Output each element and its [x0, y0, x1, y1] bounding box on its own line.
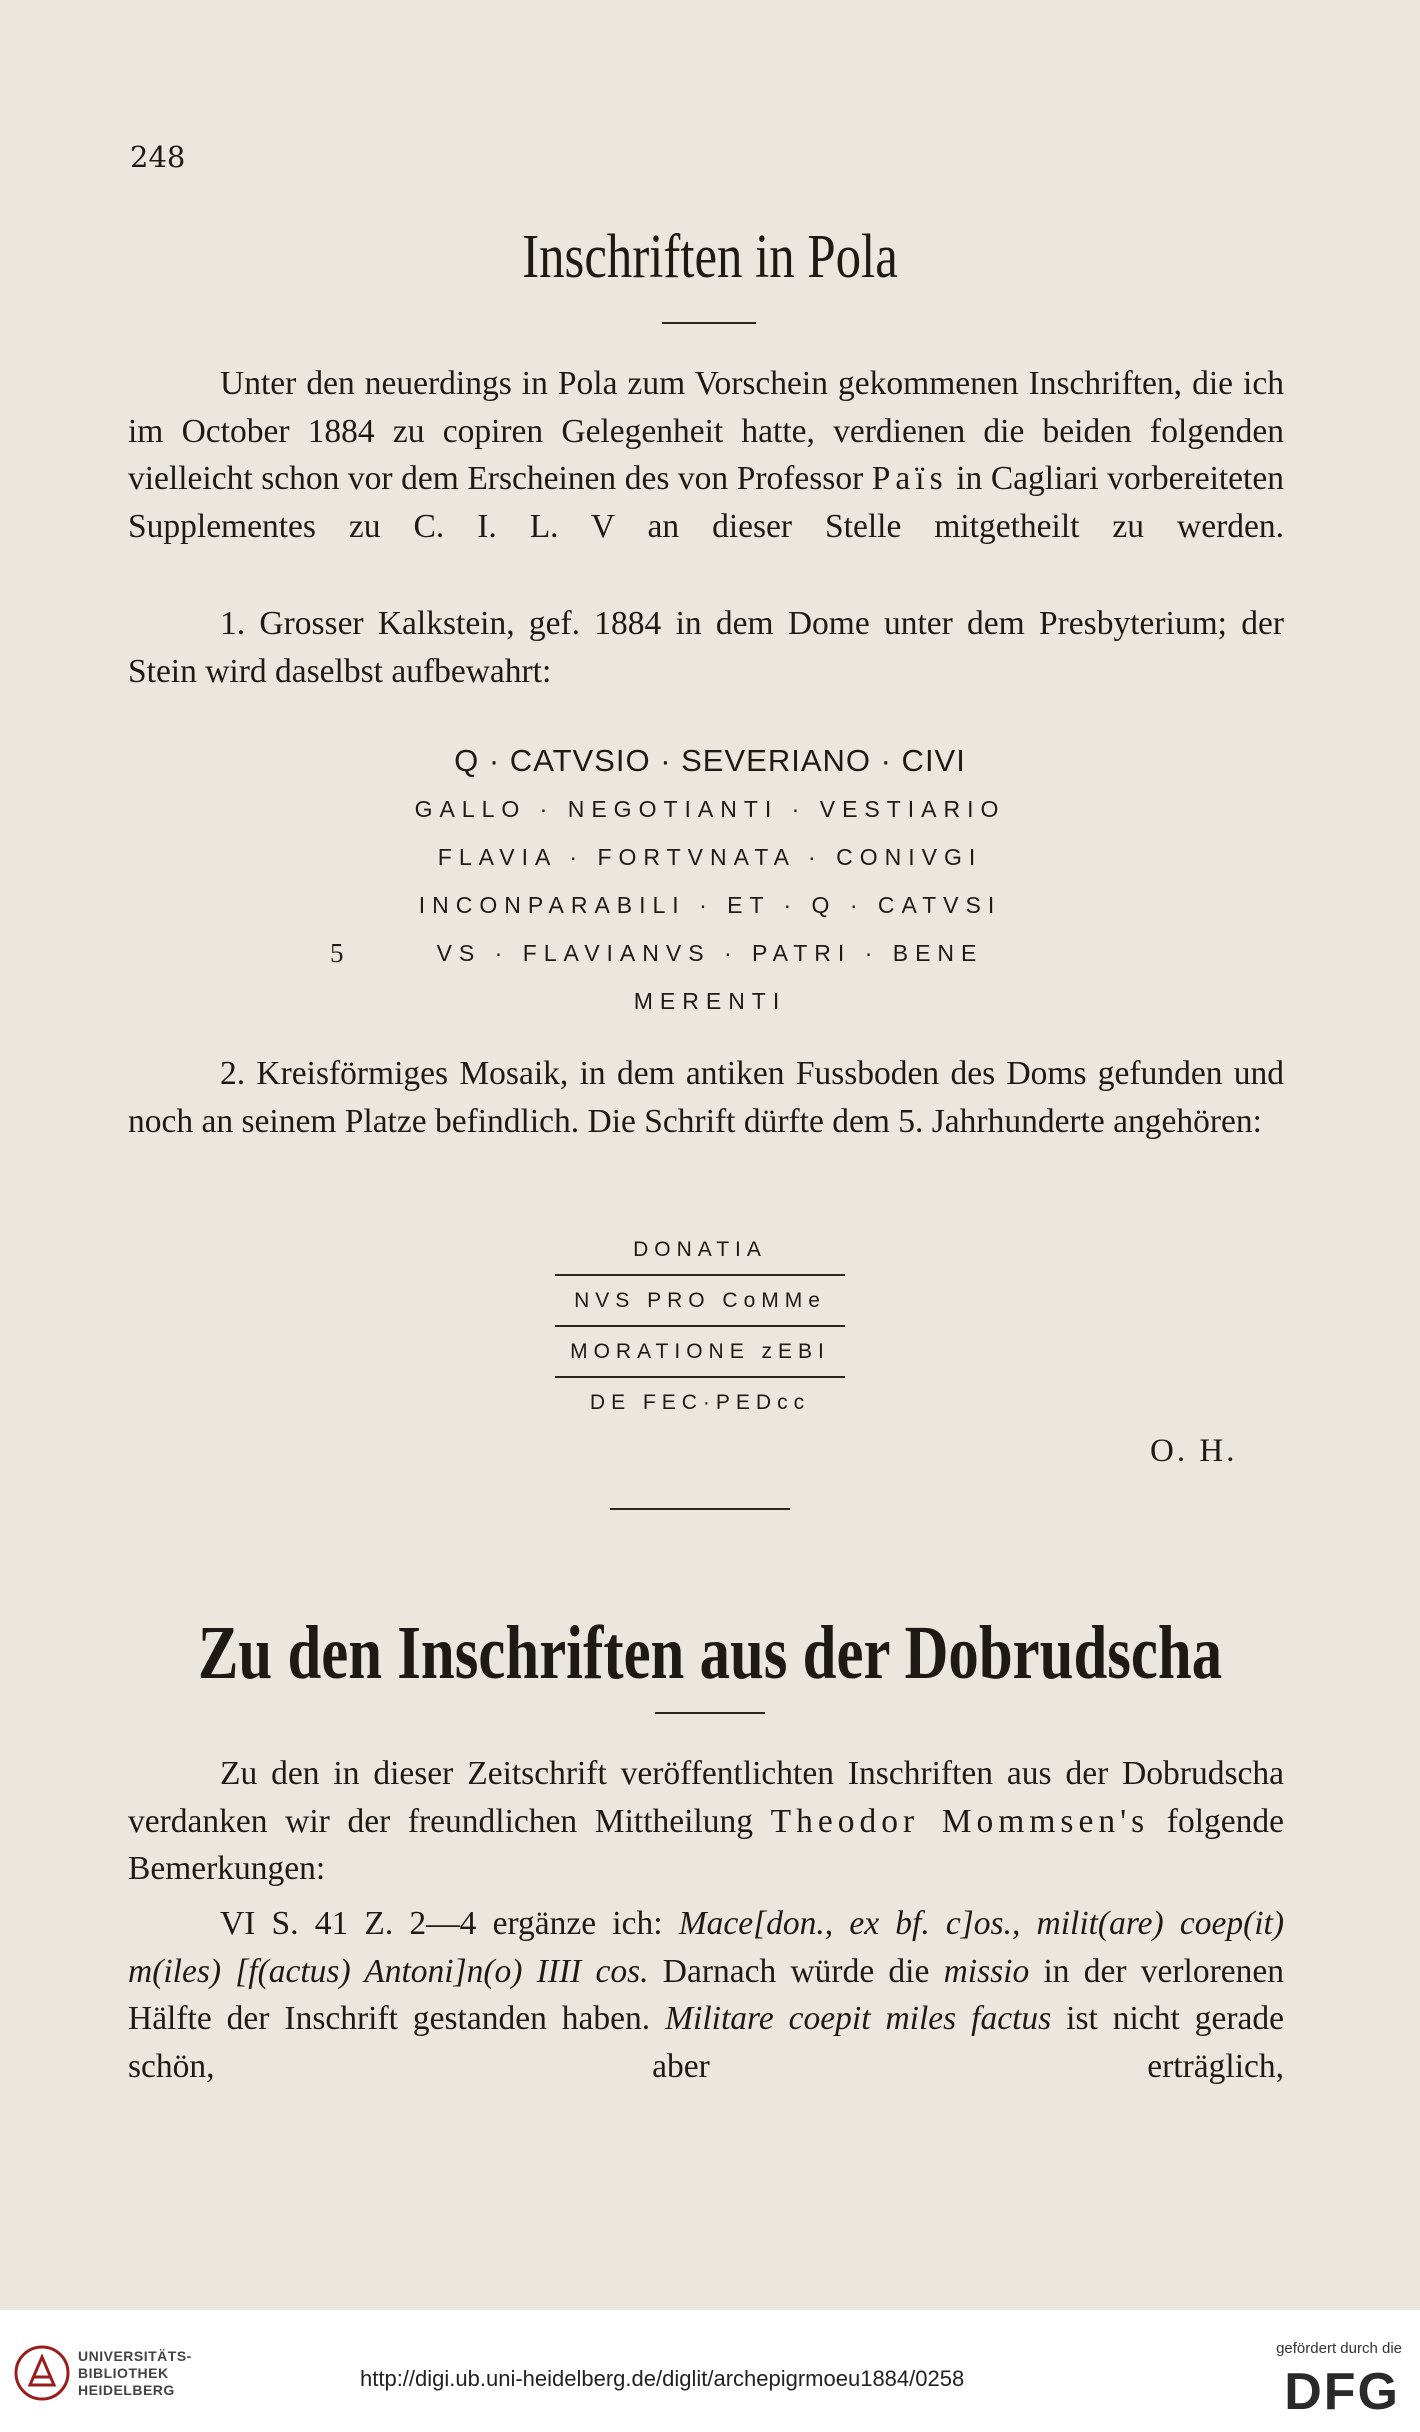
title-rule — [662, 322, 756, 324]
mosaic-line: NVS PRO CoMMe — [555, 1276, 845, 1327]
section-divider — [610, 1508, 790, 1510]
inscription-line-text: VS · FLAVIANVS · PATRI · BENE — [436, 940, 984, 966]
mosaic-inscription — [555, 1225, 845, 1427]
library-name-line: HEIDELBERG — [78, 2382, 175, 2398]
inscription-line-5 — [0, 929, 1420, 977]
intro-text-2: in Cagliari vorbereiteten Supplementes zu C. I. L. V an dieser Stelle mitgetheilt zu werden. — [128, 460, 1284, 545]
inscription-line: FLAVIA · FORTVNATA · CONIVGI — [437, 844, 983, 870]
commentary-italic: Militare coepit miles factus — [665, 2000, 1052, 2037]
mosaic-line: MORATIONE zEBI — [555, 1327, 845, 1378]
funding-label: gefördert durch die — [1276, 2340, 1402, 2357]
inscription-line: MERENTI — [633, 988, 787, 1014]
intro-paragraph — [128, 360, 1284, 550]
article-title: Inschriften in Pola — [522, 223, 898, 291]
intro-text-1: Zu den in dieser Zeitschrift veröffentlichten Inschriften aus der Dobrudscha verdanken wir der freundlichen Mittheilung — [128, 1755, 1284, 1840]
commentary-text: in der verlorenen Hälfte der Inschrift gestanden haben. — [128, 1952, 1284, 2037]
item-2-paragraph: 2. Kreisförmiges Mosaik, in dem antiken Fussboden des Doms gefunden und noch an seinem Platze befindlich. Die Schrift dürfte dem 5. Jahrhunderte angehören: — [128, 1055, 1284, 1140]
page-number: 248 — [130, 140, 186, 174]
line-number: 5 — [330, 938, 344, 968]
item-1-paragraph: 1. Grosser Kalkstein, gef. 1884 in dem Dome unter dem Presbyterium; der Stein wird daselbst aufbewahrt: — [128, 605, 1284, 690]
library-name — [78, 2348, 192, 2399]
inscription-line: GALLO · NEGOTIANTI · VESTIARIO — [414, 796, 1006, 822]
author-signature: O. H. — [1150, 1433, 1238, 1469]
intro-paragraph — [128, 1750, 1284, 1893]
intro-text-1: Unter den neuerdings in Pola zum Vorschein gekommenen Inschriften, die ich im October 1884 zu copiren Gelegenheit hatte, verdienen die beiden folgenden vielleicht schon vor dem Erscheinen des von Professor — [128, 365, 1284, 497]
mosaic-line: DONATIA — [555, 1225, 845, 1276]
viewer-footer — [0, 2310, 1420, 2432]
commentary-italic: missio — [943, 1952, 1030, 1990]
commentary-text: VI S. 41 Z. 2—4 ergänze ich: — [220, 1905, 679, 1942]
author-name-pais: Païs — [871, 460, 948, 497]
commentary-text: ist nicht gerade schön, aber erträglich, — [128, 2000, 1284, 2085]
title-rule — [655, 1712, 765, 1714]
dfg-logo: DFG — [1284, 2363, 1400, 2421]
author-name-mommsen: Theodor Mommsen's — [770, 1802, 1150, 1840]
commentary-text: Darnach würde die — [648, 1952, 944, 1990]
university-seal-icon — [14, 2345, 70, 2405]
article-title: Zu den Inschriften aus der Dobrudscha — [197, 1611, 1223, 1695]
commentary-italic: Mace[don., ex bf. c]os., milit(are) coep(it) m(iles) [f(actus) Antoni]n(o) IIII cos. — [128, 1905, 1284, 1990]
inscription-1 — [0, 737, 1420, 1025]
inscription-line: INCONPARABILI · ET · Q · CATVSI — [418, 892, 1002, 918]
commentary-paragraph — [128, 1900, 1284, 2090]
permalink-url[interactable]: http://digi.ub.uni-heidelberg.de/diglit/archepigrmoeu1884/0258 — [360, 2366, 965, 2391]
mosaic-line: DE FEC·PEDcc — [589, 1391, 811, 1414]
intro-text-2: folgende Bemerkungen: — [128, 1802, 1285, 1887]
inscription-line: Q · CATVSIO · SEVERIANO · CIVI — [454, 743, 966, 778]
library-name-line: UNIVERSITÄTS- — [78, 2348, 192, 2364]
library-name-line: BIBLIOTHEK — [78, 2365, 169, 2381]
